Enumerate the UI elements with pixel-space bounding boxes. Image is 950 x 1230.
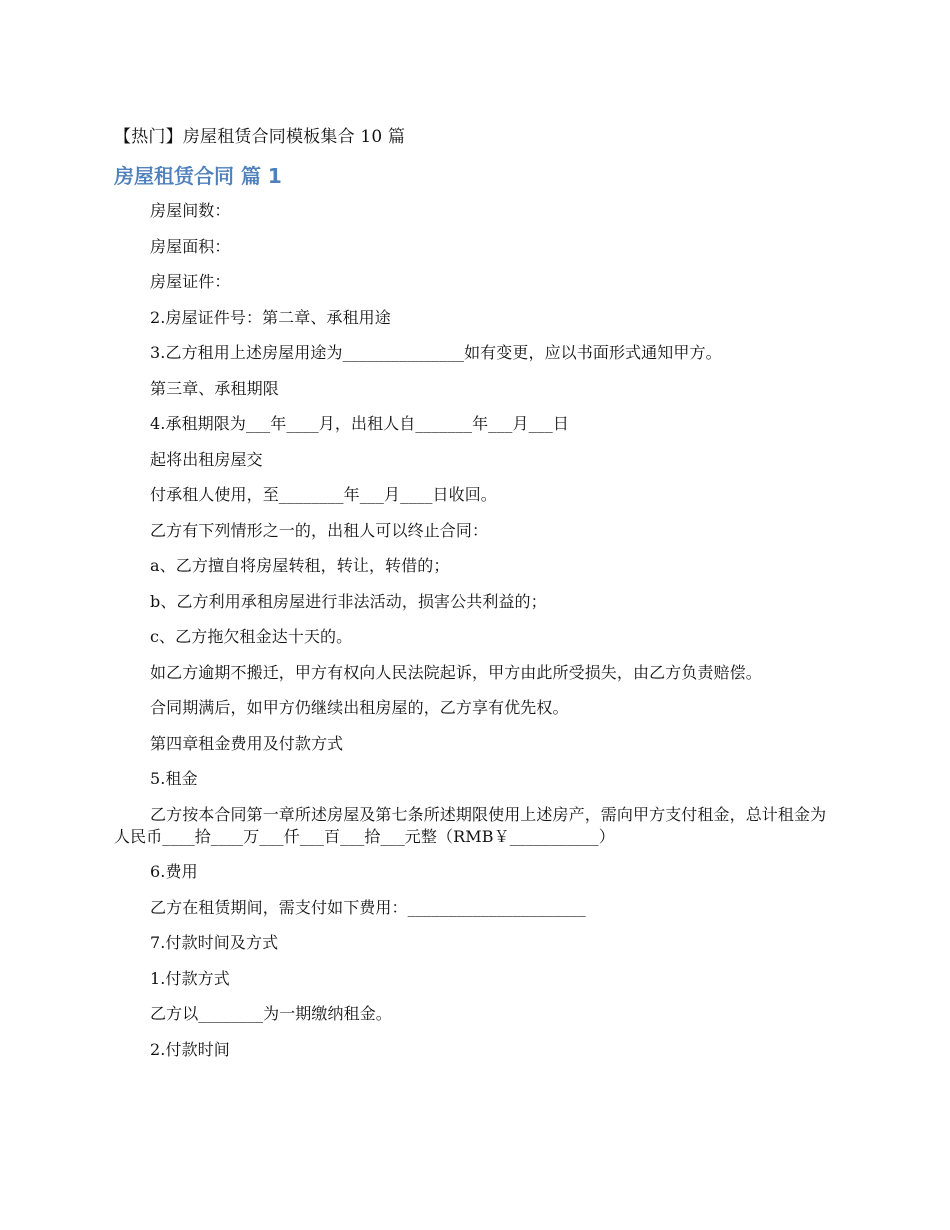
paragraph: c、乙方拖欠租金达十天的。: [150, 627, 353, 646]
paragraph: 乙方在租赁期间，需支付如下费用：______________________: [150, 897, 586, 917]
paragraph: 2.付款时间: [150, 1039, 230, 1059]
document-title: 【热门】房屋租赁合同模板集合 10 篇: [114, 127, 406, 147]
paragraph: 房屋证件：: [150, 272, 231, 291]
paragraph: 合同期满后，如甲方仍继续出租房屋的，乙方享有优先权。: [150, 698, 569, 717]
paragraph: 第四章租金费用及付款方式: [150, 733, 344, 753]
paragraph: 2.房屋证件号：第二章、承租用途: [150, 307, 391, 327]
paragraph: 房屋面积：: [150, 236, 231, 256]
paragraph: 乙方有下列情形之一的，出租人可以终止合同：: [150, 520, 489, 540]
paragraph: 3.乙方租用上述房屋用途为_______________如有变更，应以书面形式通知甲方。: [150, 343, 722, 362]
paragraph: 6.费用: [150, 862, 198, 881]
section-heading: 房屋租赁合同 篇 1: [114, 164, 282, 188]
paragraph: 起将出租房屋交: [150, 449, 263, 469]
paragraph: a、乙方擅自将房屋转租，转让，转借的；: [150, 556, 450, 575]
paragraph: 乙方按本合同第一章所述房屋及第七条所述期限使用上述房产，需向甲方支付租金，总计租金为人民币____拾____万___仟___百___拾___元整（RMB￥___________）: [114, 804, 827, 846]
paragraph: 如乙方逾期不搬迁，甲方有权向人民法院起诉，甲方由此所受损失，由乙方负责赔偿。: [150, 662, 762, 682]
document-content: [114, 124, 834, 1074]
paragraph: 1.付款方式: [150, 968, 230, 988]
paragraph: 乙方以________为一期缴纳租金。: [150, 1004, 392, 1023]
paragraph: 第三章、承租期限: [150, 378, 279, 398]
paragraph: 付承租人使用，至________年___月____日收回。: [150, 485, 497, 504]
paragraph: b、乙方利用承租房屋进行非法活动，损害公共利益的；: [150, 591, 547, 611]
paragraph: 5.租金: [150, 769, 198, 788]
paragraph: 4.承租期限为___年____月，出租人自_______年___月___日: [150, 414, 569, 433]
paragraph: 7.付款时间及方式: [150, 933, 279, 952]
paragraph: 房屋间数：: [150, 201, 231, 220]
